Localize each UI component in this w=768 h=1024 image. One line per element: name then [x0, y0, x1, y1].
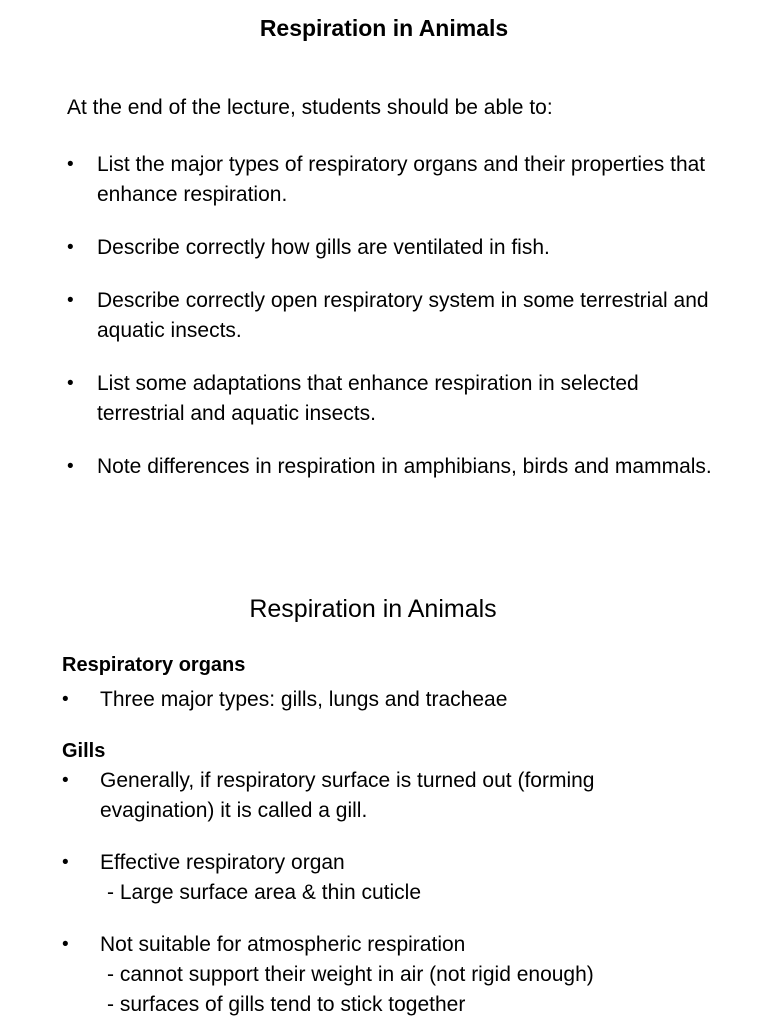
objective-text: List the major types of respiratory organs and their properties that enhance respiration.: [97, 153, 706, 206]
objective-text: List some adaptations that enhance respiration in selected terrestrial and aquatic insects.: [97, 372, 639, 425]
respiratory-organs-bullet: [62, 685, 752, 715]
objectives-list: [67, 150, 727, 505]
bullet-icon: •: [62, 689, 69, 710]
objective-item: [67, 452, 727, 482]
slide-title: Respiration in Animals: [249, 595, 497, 623]
objective-item: [67, 150, 727, 210]
bullet-icon: •: [62, 934, 69, 955]
sub-point: - Large surface area & thin cuticle: [107, 881, 421, 904]
bullet-text: Not suitable for atmospheric respiration: [100, 933, 466, 956]
objective-text: Describe correctly open respiratory system in some terrestrial and aquatic insects.: [97, 289, 709, 342]
objective-item: [67, 369, 727, 429]
bullet-icon: •: [62, 770, 69, 791]
bullet-icon: •: [67, 456, 74, 477]
sub-point: - surfaces of gills tend to stick together: [107, 993, 466, 1016]
bullet-text: Generally, if respiratory surface is turned out (forming evagination) it is called a gill.: [100, 769, 595, 822]
bullet-text: Three major types: gills, lungs and tracheae: [100, 688, 508, 711]
bullet-icon: •: [62, 852, 69, 873]
gills-heading: Gills: [62, 740, 106, 762]
respiratory-organs-heading: Respiratory organs: [62, 654, 246, 676]
objective-item: [67, 233, 727, 263]
sub-point: - cannot support their weight in air (not rigid enough): [107, 963, 594, 986]
objective-text: Note differences in respiration in amphibians, birds and mammals.: [97, 455, 712, 478]
intro-text: At the end of the lecture, students should be able to:: [67, 96, 553, 119]
bullet-icon: •: [67, 290, 74, 311]
gills-bullet-not-suitable: [62, 930, 752, 1020]
slide-title: Respiration in Animals: [259, 15, 509, 41]
slide-respiratory-organs: [0, 580, 768, 1024]
objective-item: [67, 286, 727, 346]
gills-bullet-definition: [62, 766, 702, 826]
gills-bullet-effective: [62, 848, 752, 908]
objective-text: Describe correctly how gills are ventilated in fish.: [97, 236, 550, 259]
bullet-text: Effective respiratory organ: [100, 851, 345, 874]
bullet-icon: •: [67, 154, 74, 175]
bullet-icon: •: [67, 237, 74, 258]
bullet-icon: •: [67, 373, 74, 394]
